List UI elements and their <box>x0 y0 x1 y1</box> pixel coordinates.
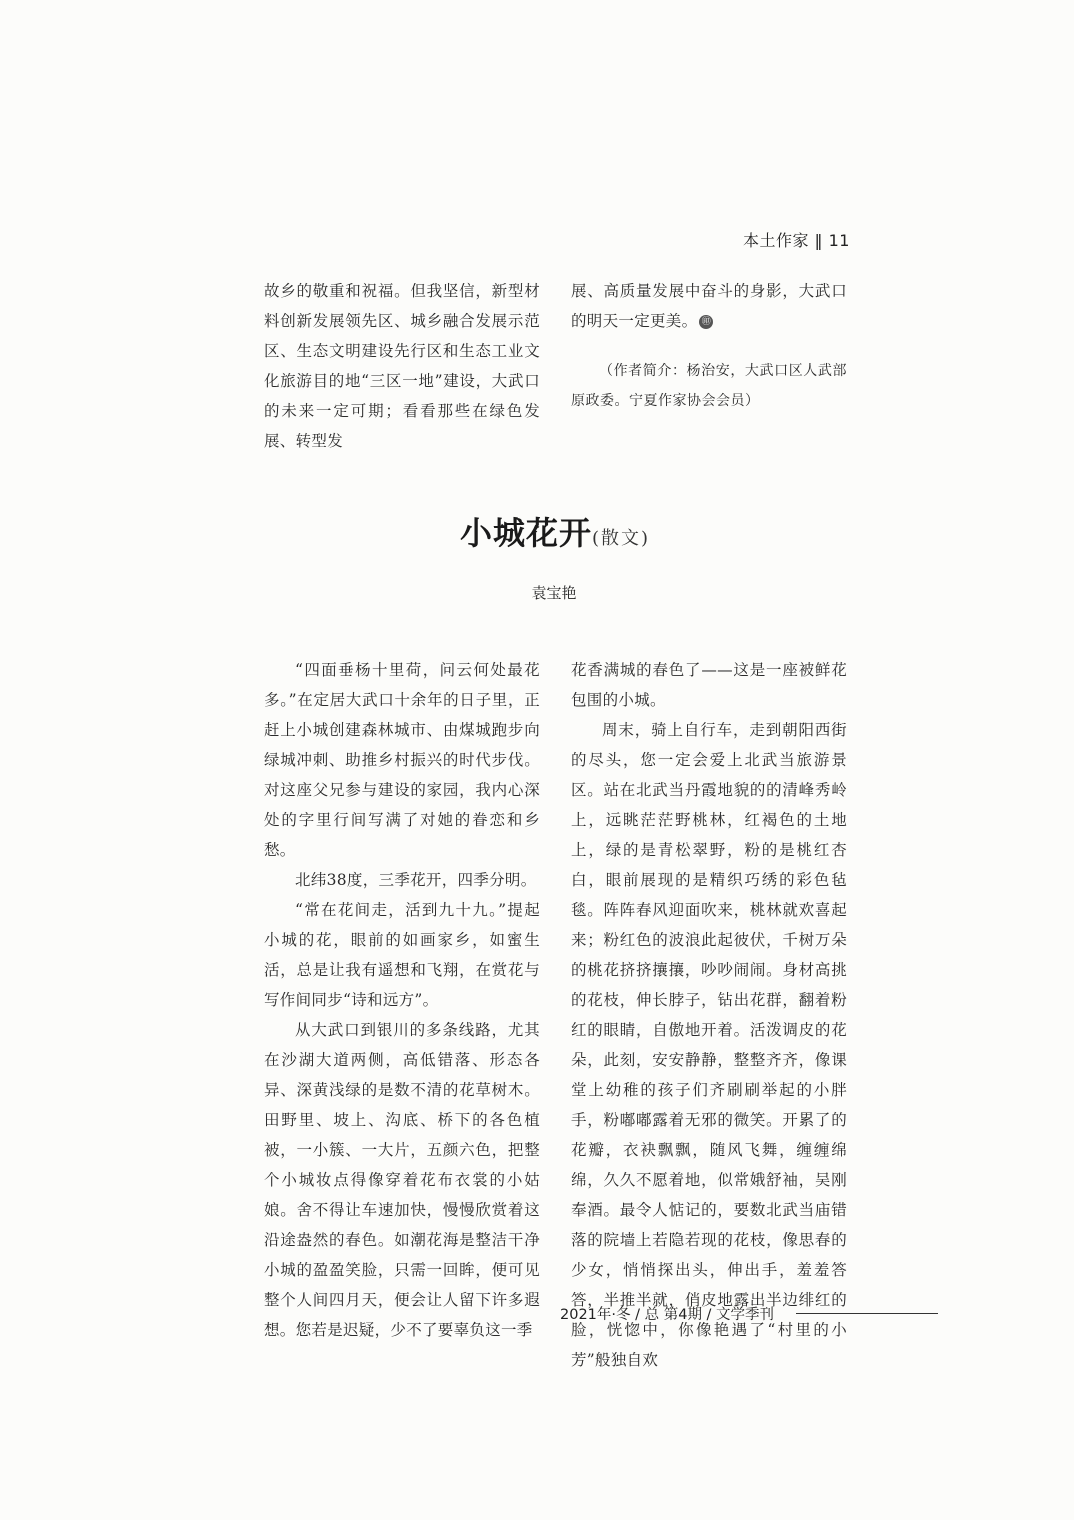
prev-article-ending-text: 展、高质量发展中奋斗的身影，大武口的明天一定更美。 <box>571 282 847 330</box>
end-mark-icon: ㊞ <box>699 315 713 329</box>
paragraph: “常在花间走，活到九十九。”提起小城的花，眼前的如画家乡，如蜜生活，总是让我有遥想和飞翔，在赏花与写作间同步“诗和远方”。 <box>264 901 540 1009</box>
paragraph: 北纬38度，三季花开，四季分明。 <box>295 871 537 889</box>
prev-article-left-column <box>264 276 540 456</box>
author-note: （作者简介：杨治安，大武口区人武部原政委。宁夏作家协会会员） <box>571 363 847 409</box>
paragraph: 花香满城的春色了——这是一座被鲜花包围的小城。 <box>571 661 847 709</box>
article-title: 小城花开 <box>459 514 592 552</box>
article-right-column <box>571 655 847 1375</box>
paragraph: “四面垂杨十里荷，问云何处最花多。”在定居大武口十余年的日子里，正赶上小城创建森林城市、由煤城跑步向绿城冲刺、助推乡村振兴的时代步伐。对这座父兄参与建设的家园，我内心深处的字里行间写满了对她的眷恋和乡愁。 <box>264 661 540 859</box>
section-header: 本土作家 ‖ 11 <box>742 231 850 250</box>
article-left-column <box>264 655 540 1345</box>
paragraph: 从大武口到银川的多条线路，尤其在沙湖大道两侧，高低错落、形态各异、深黄浅绿的是数不清的花草树木。田野里、坡上、沟底、桥下的各色植被，一小簇、一大片，五颜六色，把整个小城妆点得像穿着花布衣裳的小姑娘。舍不得让车速加快，慢慢欣赏着这沿途盎然的春色。如潮花海是整洁干净小城的盈盈笑脸，只需一回眸，便可见整个人间四月天，便会让人留下许多遐想。您若是迟疑，少不了要辜负这一季 <box>264 1021 540 1339</box>
footer-rule <box>796 1313 938 1314</box>
issue-footer: 2021年·冬 / 总 第4期 / 文学季刊 <box>560 1307 775 1323</box>
prev-article-ending <box>571 276 847 336</box>
prev-article-text: 故乡的敬重和祝福。但我坚信，新型材料创新发展领先区、城乡融合发展示范区、生态文明建设先行区和生态工业文化旅游目的地“三区一地”建设，大武口的未来一定可期；看看那些在绿色发展、转型发 <box>264 282 540 450</box>
prev-article-right-column <box>571 276 847 416</box>
article-heading <box>0 508 1074 554</box>
article-genre: (散文) <box>591 528 651 549</box>
paragraph: 周末，骑上自行车，走到朝阳西街的尽头，您一定会爱上北武当旅游景区。站在北武当丹霞地貌的的清峰秀岭上，远眺茫茫野桃林，红褐色的土地上，绿的是青松翠野，粉的是桃红杏白，眼前展现的是精织巧绣的彩色毡毯。阵阵春风迎面吹来，桃林就欢喜起来；粉红色的波浪此起彼伏，千树万朵的桃花挤挤攘攘，吵吵闹闹。身材高挑的花枝，伸长脖子，钻出花群，翻着粉红的眼睛，自傲地开着。活泼调皮的花朵，此刻，安安静静，整整齐齐，像课堂上幼稚的孩子们齐刷刷举起的小胖手，粉嘟嘟露着无邪的微笑。开累了的花瓣，衣袂飘飘，随风飞舞，缠缠绵绵，久久不愿着地，似常娥舒袖，吴刚奉酒。最令人惦记的，要数北武当庙错落的院墙上若隐若现的花枝，像思春的少女，悄悄探出头，伸出手，羞羞答答，半推半就，俏皮地露出半边绯红的脸，恍惚中，你像艳遇了“村里的小芳”般独自欢 <box>571 721 847 1369</box>
article-author: 袁宝艳 <box>531 584 577 602</box>
